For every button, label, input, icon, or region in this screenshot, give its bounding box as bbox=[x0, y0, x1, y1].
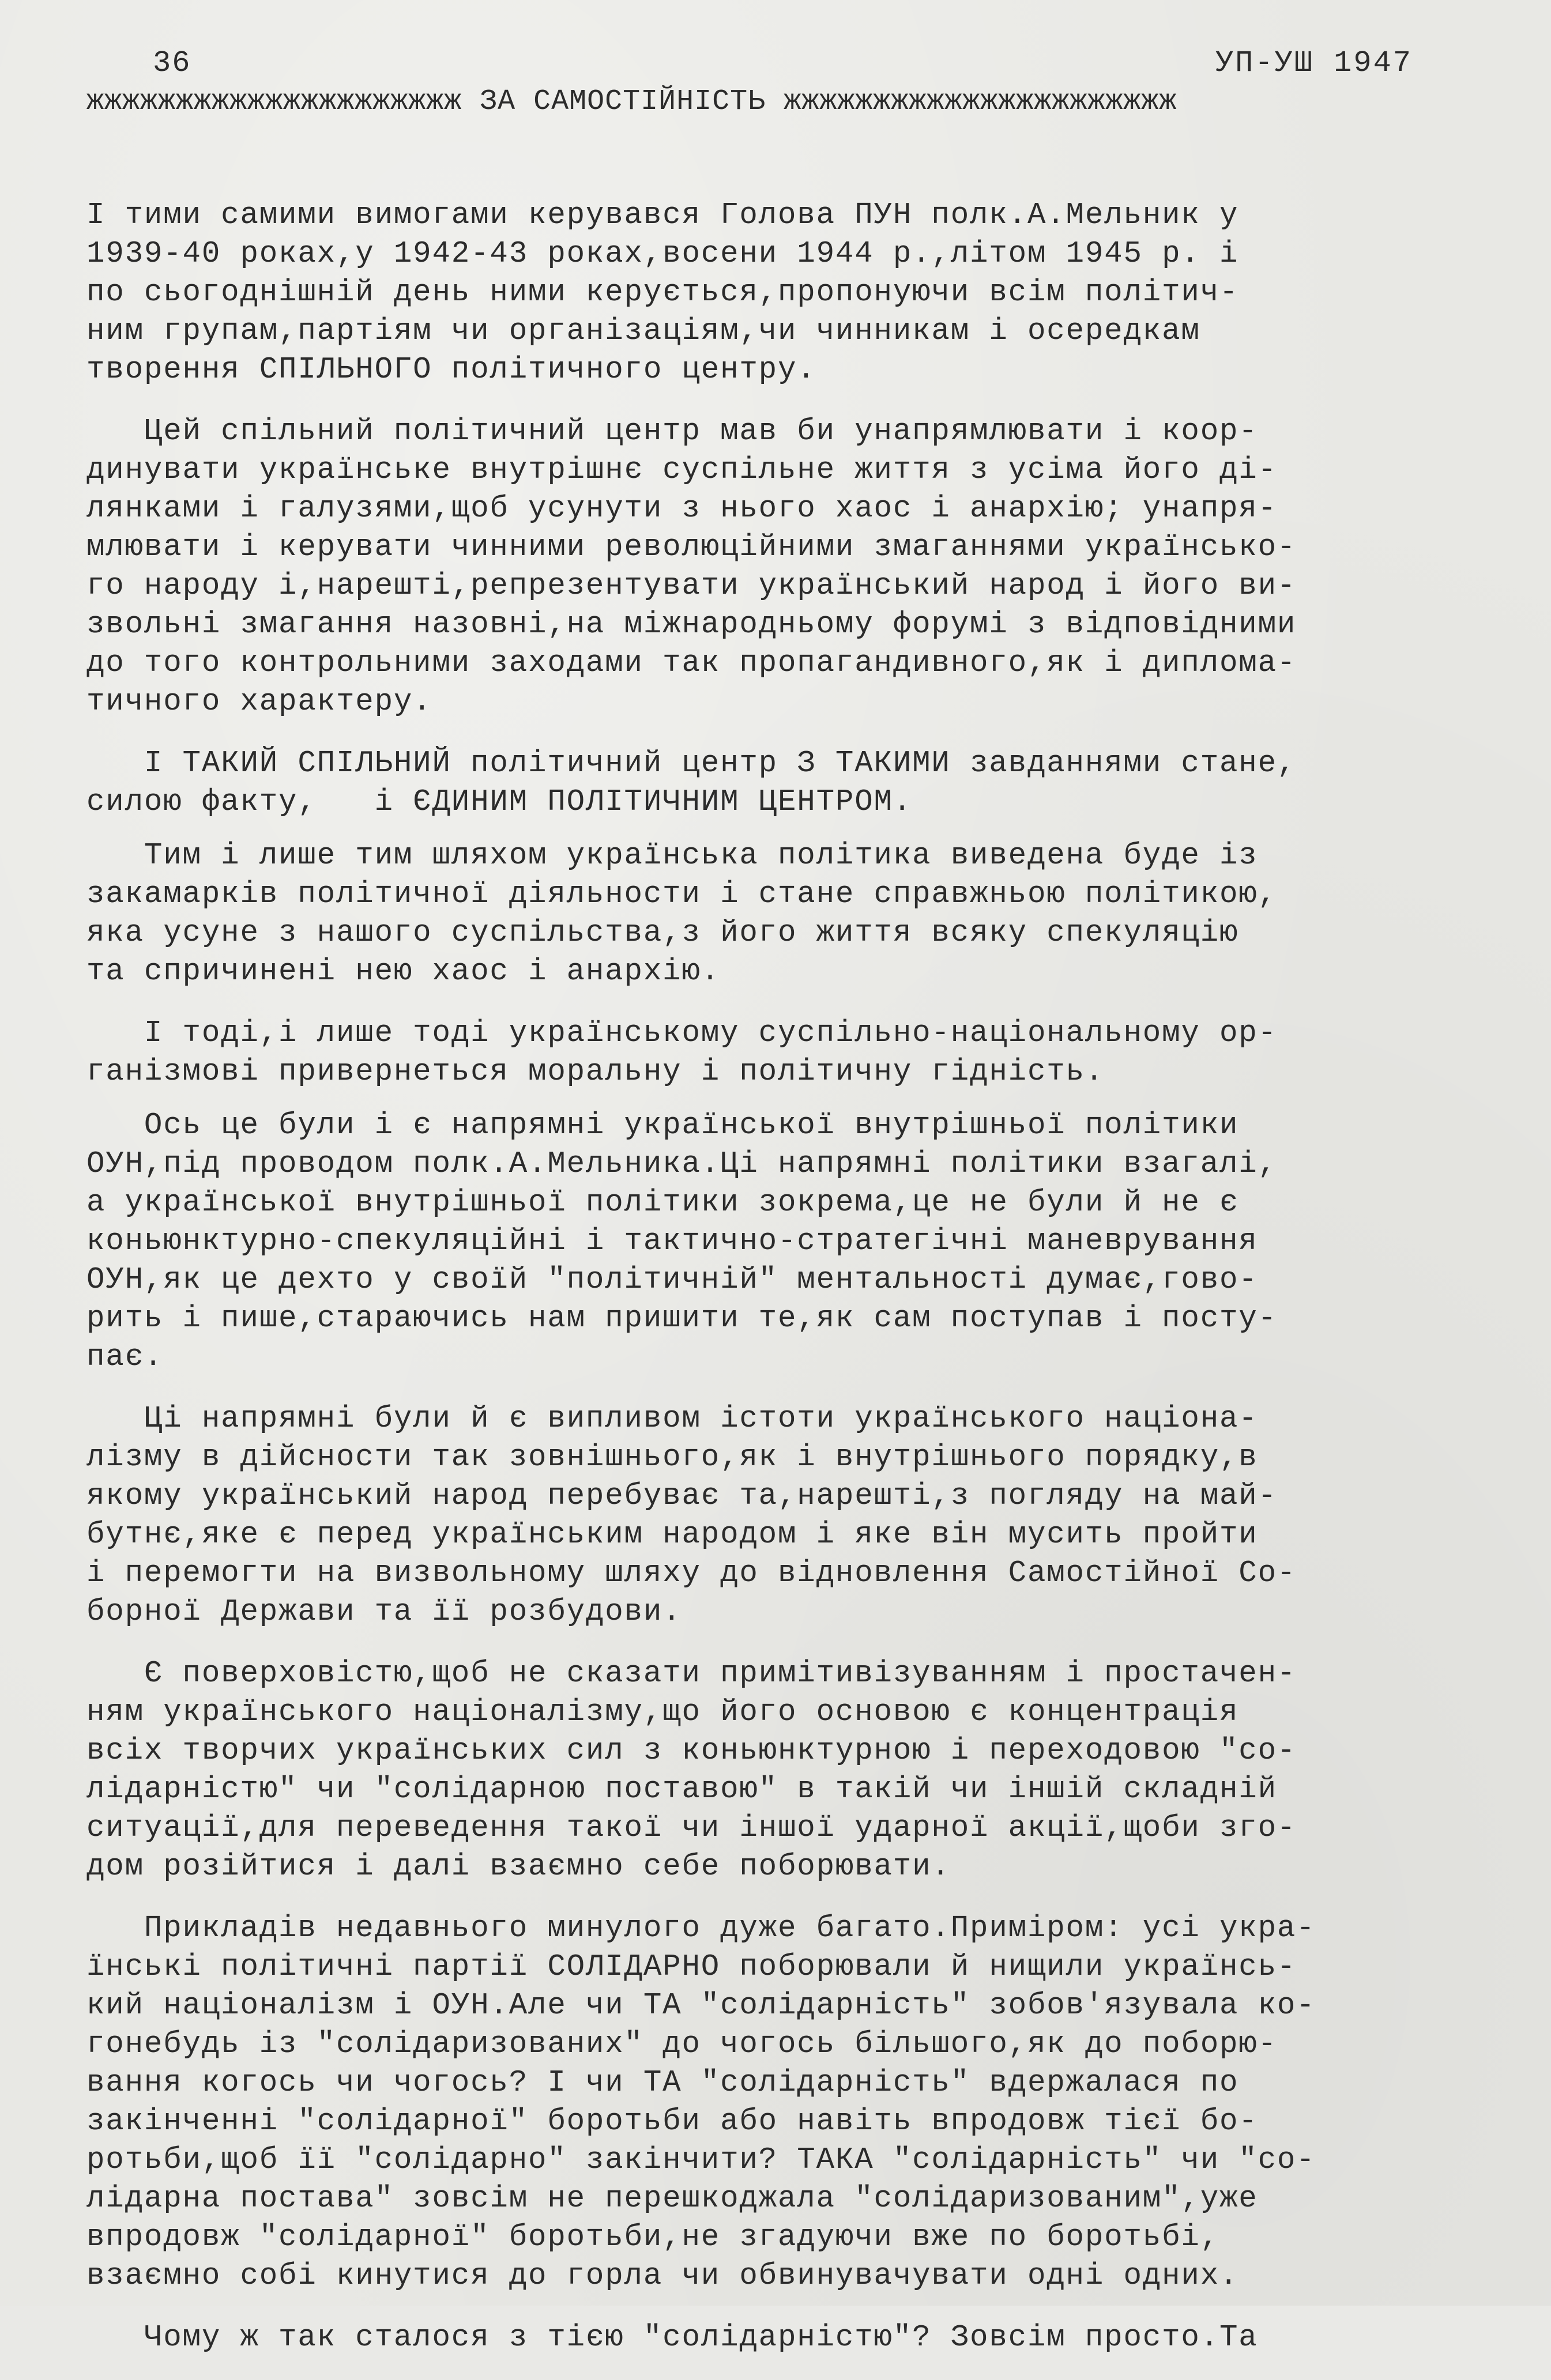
issue-date: УП-УШ 1947 bbox=[1215, 46, 1413, 80]
text-line: І ТАКИЙ СПІЛЬНИЙ політичний центр З ТАКИМИ завданнями стане, bbox=[86, 746, 1297, 780]
text-line: всіх творчих українських сил з коньюнктурною і переходовою "со- bbox=[86, 1733, 1297, 1768]
text-line: ОУН,під проводом полк.А.Мельника.Ці напрямні політики взагалі, bbox=[86, 1146, 1277, 1181]
text-line: ОУН,як це дехто у своїй "політичній" ментальності думає,гово- bbox=[86, 1262, 1258, 1297]
article-body bbox=[86, 196, 1470, 2380]
text-line: силою факту, і ЄДИНИМ ПОЛІТИЧНИМ ЦЕНТРОМ. bbox=[86, 784, 913, 819]
text-line: коньюнктурно-спекуляційні і тактично-стратегічні маневрування bbox=[86, 1224, 1258, 1258]
text-line: творення СПІЛЬНОГО політичного центру. bbox=[86, 352, 816, 387]
text-line: гонебудь із "солідаризованих" до чогось більшого,як до поборю- bbox=[86, 2027, 1277, 2061]
text-line: Прикладів недавнього минулого дуже багато.Приміром: усі укра- bbox=[86, 1911, 1316, 1945]
text-line: та спричинені нею хаос і анархію. bbox=[86, 954, 721, 989]
text-line: лідарністю" чи "солідарною поставою" в такій чи іншій складній bbox=[86, 1772, 1277, 1806]
text-line: дом розійтися і далі взаємно себе поборювати. bbox=[86, 1849, 951, 1884]
paragraph bbox=[86, 2318, 1470, 2357]
text-line: лянками і галузями,щоб усунути з нього хаос і анархію; унапря- bbox=[86, 491, 1277, 526]
text-line: ним групам,партіям чи організаціям,чи чинникам і осередкам bbox=[86, 314, 1200, 348]
paragraph bbox=[86, 1400, 1470, 1631]
text-line: по сьогоднішній день ними керується,пропонуючи всім політич- bbox=[86, 275, 1239, 310]
text-line: рить і пише,стараючись нам пришити те,як сам поступав і посту- bbox=[86, 1301, 1277, 1336]
page-header bbox=[86, 46, 1413, 133]
text-line: ситуації,для переведення такої чи іншої ударної акції,щоби зго- bbox=[86, 1811, 1297, 1845]
text-line: го народу і,нарешті,репрезентувати український народ і його ви- bbox=[86, 568, 1297, 603]
text-line: ням українського націоналізму,що його основою є концентрація bbox=[86, 1695, 1239, 1729]
paragraph bbox=[86, 196, 1470, 389]
text-line: якому український народ перебуває та,нарешті,з погляду на май- bbox=[86, 1478, 1277, 1513]
paragraph bbox=[86, 1909, 1470, 2295]
text-line: бутнє,яке є перед українським народом і яке він мусить пройти bbox=[86, 1517, 1258, 1552]
text-line: І тими самими вимогами керувався Голова ПУН полк.А.Мельник у bbox=[86, 198, 1239, 232]
paragraph bbox=[86, 412, 1470, 721]
text-line: млювати і керувати чинними революційними змаганнями українсько- bbox=[86, 530, 1297, 564]
text-line: кий націоналізм і ОУН.Але чи ТА "солідарність" зобов'язувала ко- bbox=[86, 1988, 1316, 2023]
text-line: взаємно собі кинутися до горла чи обвинувачувати одні одних. bbox=[86, 2258, 1239, 2293]
page-number: 36 bbox=[153, 46, 191, 80]
text-line: ротьби,щоб її "солідарно" закінчити? ТАКА "солідарність" чи "со- bbox=[86, 2143, 1316, 2177]
text-line: Тим і лише тим шляхом українська політика виведена буде із bbox=[86, 838, 1258, 873]
text-line: пає. bbox=[86, 1340, 164, 1374]
text-line: Чому ж так сталося з тією "солідарністю"? Зовсім просто.Та bbox=[86, 2320, 1258, 2355]
text-line: 1939-40 роках,у 1942-43 роках,восени 1944 р.,літом 1945 р. і bbox=[86, 236, 1239, 271]
journal-title: жжжжжжжжжжжжжжжжжжжжж ЗА САМОСТІЙНІСТЬ жжжжжжжжжжжжжжжжжжжжжж bbox=[86, 85, 1177, 118]
paragraph bbox=[86, 1654, 1470, 1886]
text-line: закінченні "солідарної" боротьби або навіть впродовж тієї бо- bbox=[86, 2104, 1258, 2138]
paragraph bbox=[86, 744, 1470, 821]
text-line: Є поверховістю,щоб не сказати примітивізуванням і простачен- bbox=[86, 1656, 1297, 1691]
text-line: ганізмові привернеться моральну і політичну гідність. bbox=[86, 1054, 1105, 1089]
text-line: вання когось чи чогось? І чи ТА "солідарність" вдержалася по bbox=[86, 2065, 1239, 2100]
paragraph bbox=[86, 1014, 1470, 1091]
text-line: Ось це були і є напрямні української внутрішньої політики bbox=[86, 1108, 1239, 1142]
text-line: а української внутрішньої політики зокрема,це не були й не є bbox=[86, 1185, 1239, 1220]
text-line: до того контрольними заходами так пропагандивного,як і диплома- bbox=[86, 646, 1297, 680]
paragraph bbox=[86, 836, 1470, 991]
text-line: Ці напрямні були й є випливом істоти українського націона- bbox=[86, 1401, 1258, 1436]
text-line: звольні змагання назовні,на міжнародньому форумі з відповідними bbox=[86, 607, 1297, 642]
text-line: закамарків політичної діяльности і стане справжньою політикою, bbox=[86, 877, 1277, 911]
text-line: І тоді,і лише тоді українському суспільно-національному ор- bbox=[86, 1016, 1277, 1050]
text-line: і перемогти на визвольному шляху до відновлення Самостійної Со- bbox=[86, 1556, 1297, 1590]
text-line: тичного характеру. bbox=[86, 684, 432, 719]
text-line: їнські політичні партії СОЛІДАРНО поборювали й нищили українсь- bbox=[86, 1949, 1297, 1984]
text-line: впродовж "солідарної" боротьби,не згадуючи вже по боротьбі, bbox=[86, 2220, 1220, 2254]
text-line: лізму в дійсности так зовнішнього,як і внутрішнього порядку,в bbox=[86, 1440, 1258, 1474]
text-line: яка усуне з нашого суспільства,з його життя всяку спекуляцію bbox=[86, 915, 1239, 950]
text-line: динувати українське внутрішнє суспільне життя з усіма його ді- bbox=[86, 452, 1277, 487]
text-line: Цей спільний політичний центр мав би унапрямлювати і коор- bbox=[86, 414, 1258, 448]
paragraph bbox=[86, 1106, 1470, 1376]
text-line: борної Держави та її розбудови. bbox=[86, 1594, 682, 1629]
text-line: лідарна постава" зовсім не перешкоджала "солідаризованим",уже bbox=[86, 2181, 1258, 2216]
